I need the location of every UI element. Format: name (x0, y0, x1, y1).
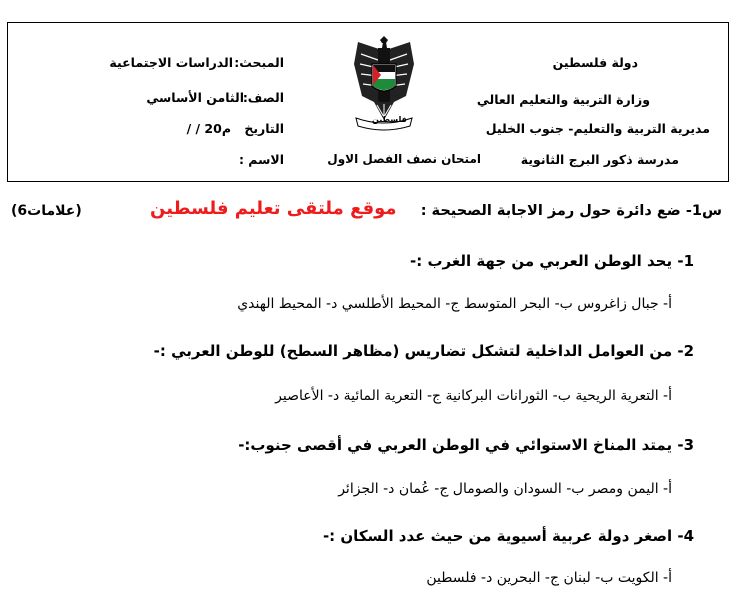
date-value: / / 20م (186, 121, 231, 136)
grade-value: الثامن الأساسي (146, 90, 244, 105)
item-3-stem: 3- يمتد المناخ الاستوائي في الوطن العربي في أقصى جنوب:- (238, 436, 694, 454)
name-label: الاسم : (238, 152, 284, 167)
item-2-options: أ- التعرية الريحية ب- الثورانات البركانية ج- التعرية المائية د- الأعاصير (275, 388, 672, 404)
item-4-options: أ- الكويت ب- لبنان ج- البحرين د- فلسطين (426, 570, 672, 586)
item-2-stem: 2- من العوامل الداخلية لتشكل تضاريس (مظاهر السطح) للوطن العربي :- (153, 342, 694, 360)
school-name: مدرسة ذكور البرج الثانوية (520, 152, 679, 167)
directorate-name: مديرية التربية والتعليم- جنوب الخليل (485, 121, 710, 136)
date-label: التاريخ (244, 121, 284, 136)
question-title: س1- ضع دائرة حول رمز الاجابة الصحيحة : (420, 203, 722, 219)
site-watermark: موقع ملتقى تعليم فلسطين (150, 198, 397, 219)
item-3-options: أ- اليمن ومصر ب- السودان والصومال ج- عُمان د- الجزائر (338, 481, 672, 497)
subject-value: الدراسات الاجتماعية (109, 55, 233, 70)
item-4-stem: 4- اصغر دولة عربية أسيوية من حيث عدد السكان :- (322, 527, 694, 545)
item-1-options: أ- جبال زاغروس ب- البحر المتوسط ج- المحيط الأطلسي د- المحيط الهندي (237, 296, 672, 312)
question-marks: (6علامات) (11, 203, 82, 219)
ministry-name: وزارة التربية والتعليم العالي (476, 92, 650, 107)
emblem-caption: فلسطين (372, 115, 407, 124)
subject-label: المبحث: (234, 55, 284, 70)
country-name: دولة فلسطين (552, 55, 638, 70)
exam-title: امتحان نصف الفصل الاول (327, 152, 481, 166)
grade-label: الصف: (242, 90, 284, 105)
item-1-stem: 1- يحد الوطن العربي من جهة الغرب :- (410, 252, 694, 270)
